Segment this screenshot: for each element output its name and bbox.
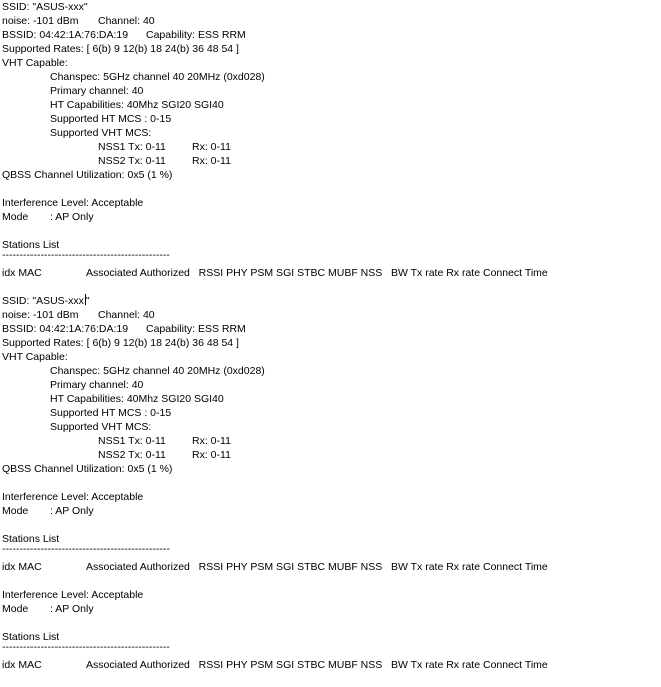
channel-text: Channel: 40 xyxy=(98,309,155,321)
nss2-rx-text: Rx: 0-11 xyxy=(192,155,231,167)
noise-text: noise: -101 dBm xyxy=(2,15,79,27)
bssid-text: BSSID: 04:42:1A:76:DA:19 xyxy=(2,29,129,41)
mode-label: Mode xyxy=(2,211,29,223)
ssid-text: SSID: "ASUS-xxx xyxy=(2,295,84,307)
bssid-text: BSSID: 04:42:1A:76:DA:19 xyxy=(2,323,129,335)
vht-mcs-text: Supported VHT MCS: xyxy=(50,127,152,139)
ht-mcs-text: Supported HT MCS : 0-15 xyxy=(50,407,172,419)
mode-value: : AP Only xyxy=(50,211,94,223)
capability-text: Capability: ESS RRM xyxy=(146,323,246,335)
separator-line: ------------------------------------------------ xyxy=(2,543,170,555)
nss2-tx-text: NSS2 Tx: 0-11 xyxy=(98,155,166,167)
ht-mcs-text: Supported HT MCS : 0-15 xyxy=(50,113,172,125)
ssid-line xyxy=(2,294,90,308)
nss1-rx-text: Rx: 0-11 xyxy=(192,141,231,153)
rates-text: Supported Rates: [ 6(b) 9 12(b) 18 24(b) 36 48 54 ] xyxy=(2,337,239,349)
stations-list-title: Stations List xyxy=(2,239,60,251)
vht-mcs-text: Supported VHT MCS: xyxy=(50,421,152,433)
ssid-text-tail: " xyxy=(85,295,90,307)
qbss-text: QBSS Channel Utilization: 0x5 (1 %) xyxy=(2,169,173,181)
nss1-tx-text: NSS1 Tx: 0-11 xyxy=(98,435,166,447)
rates-text: Supported Rates: [ 6(b) 9 12(b) 18 24(b) 36 48 54 ] xyxy=(2,43,239,55)
ht-capabilities-text: HT Capabilities: 40Mhz SGI20 SGI40 xyxy=(50,99,224,111)
ssid-text: SSID: "ASUS-xxx" xyxy=(2,1,88,13)
stations-list-title: Stations List xyxy=(2,631,60,643)
capability-text: Capability: ESS RRM xyxy=(146,29,246,41)
nss2-rx-text: Rx: 0-11 xyxy=(192,449,231,461)
mode-label: Mode xyxy=(2,603,29,615)
nss1-rx-text: Rx: 0-11 xyxy=(192,435,231,447)
qbss-text: QBSS Channel Utilization: 0x5 (1 %) xyxy=(2,463,173,475)
interference-text: Interference Level: Acceptable xyxy=(2,589,144,601)
stations-list-title: Stations List xyxy=(2,533,60,545)
chanspec-text: Chanspec: 5GHz channel 40 20MHz (0xd028) xyxy=(50,71,265,83)
separator-line: ------------------------------------------------ xyxy=(2,249,170,261)
vht-text: VHT Capable: xyxy=(2,351,68,363)
mode-label: Mode xyxy=(2,505,29,517)
separator-line: ------------------------------------------------ xyxy=(2,641,170,653)
primary-channel-text: Primary channel: 40 xyxy=(50,85,144,97)
stations-header-idx: idx MAC xyxy=(2,267,42,279)
noise-line xyxy=(2,14,78,28)
vht-text: VHT Capable: xyxy=(2,57,68,69)
interference-text: Interference Level: Acceptable xyxy=(2,197,144,209)
mode-value: : AP Only xyxy=(50,505,94,517)
chanspec-text: Chanspec: 5GHz channel 40 20MHz (0xd028) xyxy=(50,365,265,377)
noise-text: noise: -101 dBm xyxy=(2,309,79,321)
stations-header-idx: idx MAC xyxy=(2,659,42,671)
channel-text: Channel: 40 xyxy=(98,15,155,27)
nss2-tx-text: NSS2 Tx: 0-11 xyxy=(98,449,166,461)
mode-value: : AP Only xyxy=(50,603,94,615)
stations-header-columns: Associated Authorized RSSI PHY PSM SGI STBC MUBF NSS BW Tx rate Rx rate Connect Time xyxy=(86,659,548,671)
primary-channel-text: Primary channel: 40 xyxy=(50,379,144,391)
ssid-line xyxy=(2,0,88,14)
ht-capabilities-text: HT Capabilities: 40Mhz SGI20 SGI40 xyxy=(50,393,224,405)
stations-header-columns: Associated Authorized RSSI PHY PSM SGI STBC MUBF NSS BW Tx rate Rx rate Connect Time xyxy=(86,267,548,279)
stations-header-idx: idx MAC xyxy=(2,561,42,573)
nss1-tx-text: NSS1 Tx: 0-11 xyxy=(98,141,166,153)
stations-header-columns: Associated Authorized RSSI PHY PSM SGI STBC MUBF NSS BW Tx rate Rx rate Connect Time xyxy=(86,561,548,573)
interference-text: Interference Level: Acceptable xyxy=(2,491,144,503)
